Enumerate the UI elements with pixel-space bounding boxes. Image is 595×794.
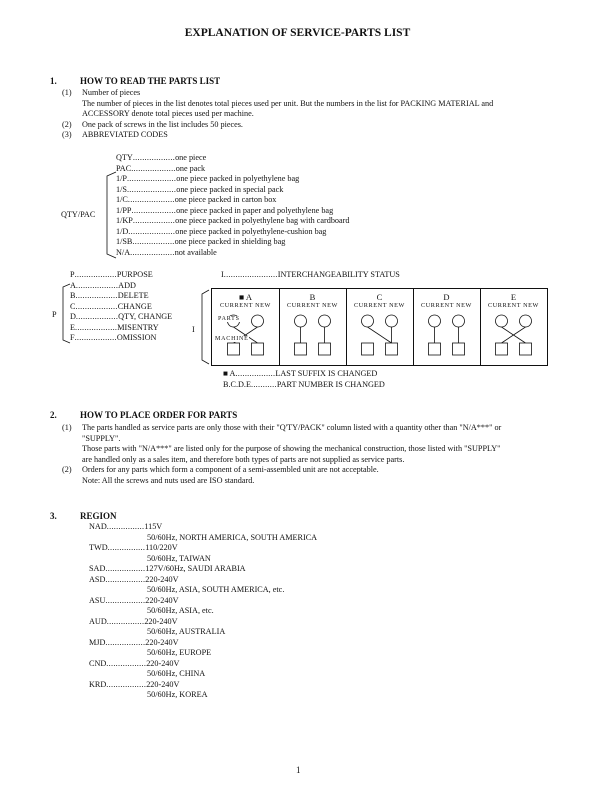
region-text: 220-240V	[146, 679, 180, 689]
purpose-item	[70, 323, 172, 334]
s1-line	[62, 99, 493, 110]
inter-head-code: I	[221, 270, 224, 279]
interchange-sub: CURRENT NEW	[488, 302, 539, 309]
region-text: 115V	[144, 522, 163, 531]
machine-square	[228, 343, 240, 355]
s1-text: ACCESSORY denote total pieces used per machine.	[82, 109, 254, 118]
s1-line	[62, 109, 493, 120]
s2-num: (2)	[62, 465, 72, 474]
region-line	[89, 680, 317, 691]
region-line	[89, 533, 317, 544]
region-dots: .................	[106, 658, 147, 668]
interchange-head: B	[309, 292, 316, 302]
code-desc: one piece packed in polyethylene bag with cardboard	[175, 216, 350, 225]
code-desc: one piece packed in special pack	[176, 184, 284, 194]
code-code: 1/PP	[116, 205, 132, 215]
region-dots: ................	[106, 616, 145, 626]
s1-line	[62, 88, 493, 99]
region-line	[89, 585, 317, 596]
purpose-dots: ..................	[75, 280, 119, 290]
s2-line	[62, 434, 501, 445]
code-code: PAC	[116, 163, 132, 173]
interchange-head: D	[443, 292, 450, 302]
purpose-head-item	[70, 270, 153, 281]
interchange-head: E	[510, 292, 517, 302]
interchangeability-heading	[221, 270, 400, 281]
region-code: TWD	[89, 543, 108, 552]
purpose-head-dots: ..................	[74, 270, 117, 279]
purpose-item	[70, 302, 172, 313]
purpose-list	[70, 281, 172, 344]
s1-text: ABBREVIATED CODES	[82, 130, 168, 139]
region-line	[89, 617, 317, 628]
region-text: 220-240V	[144, 616, 178, 626]
code-code: 1/S	[116, 184, 127, 194]
region-line	[89, 554, 317, 565]
purpose-code: F	[70, 333, 75, 342]
region-code: SAD	[89, 564, 106, 573]
interchange-head: C	[376, 292, 383, 302]
code-item	[116, 237, 349, 248]
region-text: 110/220V	[145, 543, 178, 552]
interchange-diagram	[480, 313, 547, 363]
s2-line	[62, 476, 501, 487]
purpose-code: A	[70, 280, 76, 290]
legend-desc: LAST SUFFIX IS CHANGED	[275, 369, 378, 378]
s2-text: The parts handled as service parts are only those with their "Q'TY/PACK" column listed with a quantity other than "N/A***" or	[82, 423, 502, 432]
purpose-desc: OMISSION	[116, 333, 157, 342]
code-dots: ...................	[131, 163, 176, 173]
code-dots: ..................	[132, 153, 176, 162]
parts-label: PARTS	[218, 316, 240, 322]
section-2-heading	[50, 410, 237, 420]
purpose-desc: MISENTRY	[117, 322, 159, 332]
code-item	[116, 195, 349, 206]
code-desc: not available	[174, 247, 217, 257]
region-line	[89, 690, 317, 701]
interchange-diagram	[279, 313, 346, 363]
purpose-item	[70, 333, 172, 344]
region-text: 220-240V	[145, 637, 179, 647]
region-text: 220-240V	[146, 658, 180, 668]
region-dots: .................	[106, 679, 147, 689]
code-code: QTY	[116, 153, 133, 162]
code-desc: one piece packed in polyethylene-cushion bag	[175, 226, 327, 236]
code-code: 1/C	[116, 195, 128, 204]
part-circle	[496, 315, 508, 327]
code-code: 1/KP	[116, 216, 133, 225]
code-dots: ...................	[131, 205, 177, 215]
region-text: 220-240V	[145, 595, 179, 605]
interchangeability-legend	[223, 369, 385, 390]
purpose-item	[70, 312, 172, 323]
legend-desc: PART NUMBER IS CHANGED	[276, 379, 385, 389]
region-text: 50/60Hz, TAIWAN	[147, 553, 211, 563]
s1-line	[62, 130, 493, 141]
purpose-code: C	[70, 301, 76, 311]
part-circle	[362, 315, 374, 327]
region-code: KRD	[89, 679, 107, 689]
region-dots: .................	[105, 595, 146, 605]
region-line	[89, 596, 317, 607]
purpose-code: E	[70, 322, 76, 332]
codes-list	[116, 153, 349, 258]
machine-square	[252, 343, 264, 355]
interchange-sub: CURRENT NEW	[287, 302, 338, 309]
region-line	[89, 575, 317, 586]
purpose-code: D	[70, 312, 76, 321]
code-code: 1/SB	[116, 237, 133, 246]
region-dots: ................	[106, 522, 145, 531]
interchange-diagram	[413, 313, 480, 363]
legend-dots: .................	[235, 369, 276, 378]
section-2-title: HOW TO PLACE ORDER FOR PARTS	[80, 410, 238, 420]
region-text: 50/60Hz, NORTH AMERICA, SOUTH AMERICA	[147, 532, 318, 542]
inter-head-dots: .......................	[223, 270, 278, 279]
purpose-code: B	[70, 291, 76, 300]
page-number: 1	[296, 765, 301, 775]
region-line	[89, 522, 317, 533]
code-desc: one piece packed in carton box	[174, 195, 277, 204]
purpose-heading	[70, 270, 153, 281]
region-code: ASU	[89, 595, 106, 605]
s2-text: Orders for any parts which form a component of a semi-assembled unit are not acceptable.	[82, 465, 379, 474]
s2-num: (1)	[62, 423, 72, 432]
purpose-dots: ..................	[75, 322, 118, 332]
purpose-desc: ADD	[118, 280, 136, 290]
purpose-item	[70, 291, 172, 302]
machine-square	[453, 343, 465, 355]
region-text: 50/60Hz, ASIA, etc.	[147, 606, 214, 615]
machine-square	[496, 343, 508, 355]
region-line	[89, 627, 317, 638]
interchangeability-table	[211, 288, 548, 366]
code-dots: ...................	[130, 247, 175, 257]
region-code: MJD	[89, 637, 106, 647]
section-3-title: REGION	[80, 511, 117, 521]
part-circle	[520, 315, 532, 327]
part-circle	[295, 315, 307, 327]
code-item	[116, 248, 349, 259]
legend-item	[223, 380, 385, 391]
page-title: EXPLANATION OF SERVICE-PARTS LIST	[184, 27, 411, 39]
s2-text: Those parts with "N/A***" are listed only for the purpose of showing the mechanical construction, those listed with "SUPPLY"	[82, 444, 501, 453]
inter-head-item	[221, 270, 400, 281]
legend-item	[223, 369, 385, 380]
machine-square	[319, 343, 331, 355]
machine-square	[520, 343, 532, 355]
purpose-bracket	[60, 282, 72, 346]
section-1-items	[62, 88, 493, 141]
section-3-number: 3.	[50, 511, 57, 521]
code-dots: .....................	[126, 174, 177, 183]
code-item	[116, 227, 349, 238]
code-item	[116, 153, 349, 164]
s1-text: The number of pieces in the list denotes total pieces used per unit. But the numbers in the list for PACKING MATERIAL and	[82, 98, 494, 108]
s2-line	[62, 465, 501, 476]
code-desc: one pack	[175, 163, 206, 173]
purpose-dots: ..................	[75, 312, 119, 321]
purpose-dots: ..................	[75, 291, 118, 300]
interchange-diagram	[346, 313, 413, 363]
code-dots: ....................	[128, 226, 176, 236]
code-code: 1/P	[116, 174, 127, 183]
region-line	[89, 659, 317, 670]
code-code: N/A	[116, 247, 131, 257]
interchangeability-bracket	[199, 288, 211, 368]
code-item	[116, 216, 349, 227]
interchange-link	[368, 327, 392, 343]
section-2-items	[62, 423, 501, 486]
section-3-heading	[50, 511, 117, 521]
machine-square	[429, 343, 441, 355]
purpose-dots: ..................	[75, 301, 118, 311]
region-text: 50/60Hz, ASIA, SOUTH AMERICA, etc.	[147, 585, 285, 594]
region-dots: ................	[107, 543, 146, 552]
purpose-label: P	[52, 310, 57, 319]
s1-num: (3)	[62, 130, 72, 139]
codes-label: QTY/PAC	[61, 210, 96, 219]
s1-num: (1)	[62, 88, 72, 97]
region-text: 50/60Hz, CHINA	[147, 669, 206, 678]
region-line	[89, 564, 317, 575]
code-item	[116, 164, 349, 175]
s1-num: (2)	[62, 119, 72, 129]
code-desc: one piece	[175, 153, 207, 162]
interchange-sub: CURRENT NEW	[220, 302, 271, 309]
purpose-head-code: P	[70, 270, 75, 279]
region-line	[89, 543, 317, 554]
region-text: 50/60Hz, AUSTRALIA	[147, 627, 226, 636]
inter-head-desc: INTERCHANGEABILITY STATUS	[277, 270, 400, 279]
interchange-sub: CURRENT NEW	[354, 302, 405, 309]
legend-code: B.C.D.E	[223, 379, 251, 389]
machine-square	[386, 343, 398, 355]
part-circle	[386, 315, 398, 327]
legend-code: ■ A	[223, 369, 236, 378]
purpose-dots: ..................	[74, 333, 117, 342]
code-item	[116, 174, 349, 185]
region-text: 50/60Hz, KOREA	[147, 690, 208, 699]
interchangeability-label: I	[192, 325, 195, 334]
section-1-title: HOW TO READ THE PARTS LIST	[80, 76, 221, 86]
code-item	[116, 206, 349, 217]
region-line	[89, 669, 317, 680]
region-list	[89, 522, 317, 701]
section-2-number: 2.	[50, 410, 57, 420]
section-1-heading	[50, 76, 220, 86]
region-code: CND	[89, 658, 107, 668]
code-item	[116, 185, 349, 196]
region-dots: .................	[105, 574, 146, 584]
purpose-desc: DELETE	[117, 291, 149, 300]
part-circle	[319, 315, 331, 327]
machine-square	[362, 343, 374, 355]
region-dots: .................	[105, 564, 146, 573]
code-code: 1/D	[116, 226, 129, 236]
region-text: 220-240V	[145, 574, 179, 584]
machine-square	[295, 343, 307, 355]
purpose-head-desc: PURPOSE	[116, 270, 153, 279]
s1-text: One pack of screws in the list includes 50 pieces.	[82, 119, 243, 129]
machine-label: MACHINE	[215, 336, 249, 342]
part-circle	[453, 315, 465, 327]
code-dots: ..................	[132, 216, 176, 225]
part-circle	[252, 315, 264, 327]
code-desc: one piece packed in paper and polyethylene bag	[176, 205, 334, 215]
interchange-sub: CURRENT NEW	[421, 302, 472, 309]
code-dots: ....................	[127, 195, 175, 204]
section-1-number: 1.	[50, 76, 57, 86]
purpose-desc: CHANGE	[117, 301, 152, 311]
region-line	[89, 638, 317, 649]
code-dots: .....................	[126, 184, 177, 194]
purpose-desc: QTY, CHANGE	[118, 312, 173, 321]
interchange-head: ■ A	[239, 292, 252, 302]
code-dots: ..................	[132, 237, 175, 246]
region-code: NAD	[89, 522, 107, 531]
s2-line	[62, 444, 501, 455]
s2-text: Note: All the screws and nuts used are ISO standard.	[82, 475, 255, 485]
region-line	[89, 606, 317, 617]
code-desc: one piece packed in polyethylene bag	[176, 174, 300, 183]
codes-bracket	[104, 170, 118, 260]
s1-line	[62, 120, 493, 131]
code-desc: one piece packed in shielding bag	[174, 237, 286, 246]
part-circle	[429, 315, 441, 327]
region-text: 50/60Hz, EUROPE	[147, 648, 212, 657]
region-line	[89, 648, 317, 659]
s2-line	[62, 423, 501, 434]
region-dots: .................	[105, 637, 146, 647]
s1-text: Number of pieces	[82, 88, 141, 97]
region-code: AUD	[89, 616, 107, 626]
region-text: 127V/60Hz, SAUDI ARABIA	[145, 564, 246, 573]
purpose-item	[70, 281, 172, 292]
s2-line	[62, 455, 501, 466]
s2-text: "SUPPLY".	[82, 433, 121, 443]
region-code: ASD	[89, 574, 106, 584]
s2-text: are handled only as a sales item, and therefore both types of parts are not supplied as service parts.	[82, 454, 405, 464]
legend-dots: ...........	[250, 379, 277, 389]
